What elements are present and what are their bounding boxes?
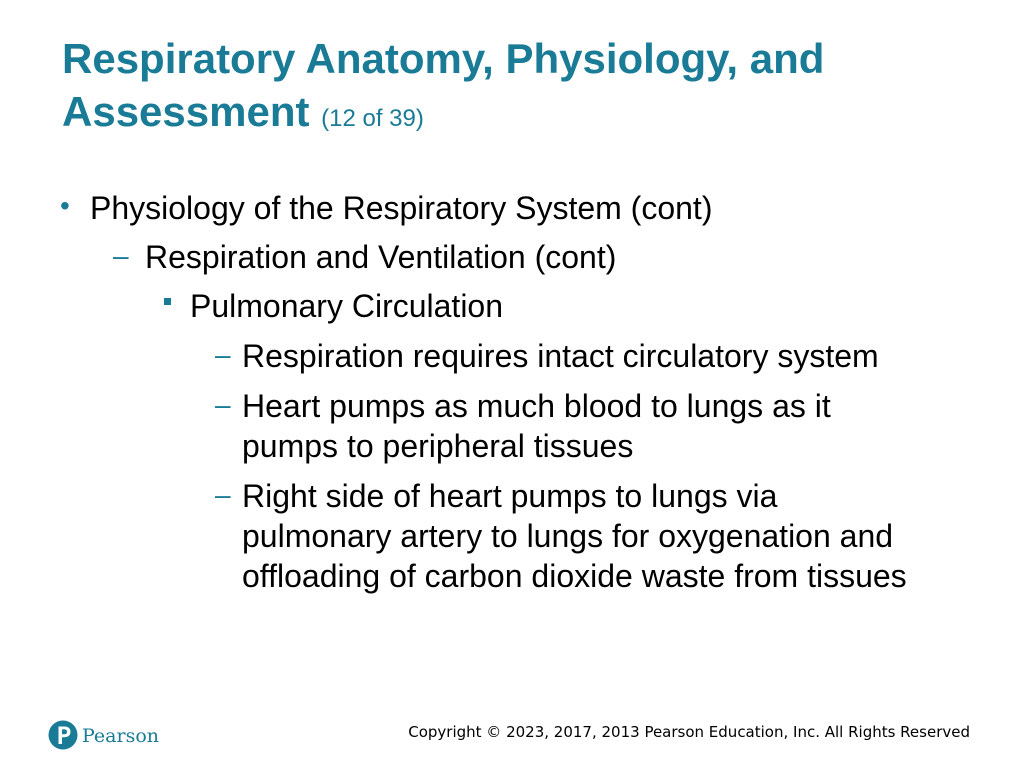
- bullet-item: [90, 188, 712, 228]
- bullet-text-line: Right side of heart pumps to lungs via: [242, 478, 778, 514]
- bullet-dash-icon: –: [215, 339, 231, 370]
- bullet-square-icon: [164, 298, 171, 305]
- bullet-item: [242, 476, 907, 596]
- bullet-text: Physiology of the Respiratory System (cont): [90, 190, 713, 226]
- bullet-dash-icon: –: [215, 389, 231, 420]
- pearson-logo: [48, 718, 168, 754]
- bullet-text-line: pulmonary artery to lungs for oxygenation and: [242, 518, 894, 554]
- bullet-text: Respiration requires intact circulatory system: [242, 338, 879, 374]
- bullet-item: [242, 336, 879, 376]
- bullet-text-line: pumps to peripheral tissues: [242, 428, 634, 464]
- bullet-text: Respiration and Ventilation (cont): [145, 239, 617, 275]
- bullet-item: [242, 386, 831, 466]
- bullet-text: Pulmonary Circulation: [190, 288, 504, 324]
- slide-counter: (12 of 39): [321, 105, 424, 132]
- bullet-item: [145, 237, 616, 277]
- bullet-dot-icon: •: [60, 190, 70, 221]
- bullet-text-line: offloading of carbon dioxide waste from tissues: [242, 558, 907, 594]
- bullet-dash-icon: –: [113, 240, 129, 271]
- copyright-notice: Copyright © 2023, 2017, 2013 Pearson Education, Inc. All Rights Reserved: [408, 723, 970, 741]
- bullet-dash-icon: –: [215, 479, 231, 510]
- slide-title-text: Respiratory Anatomy, Physiology, and Assessment: [62, 35, 825, 135]
- pearson-p-logo-icon: [48, 718, 78, 752]
- pearson-logo-text: Pearson: [82, 725, 160, 747]
- bullet-text-line: Heart pumps as much blood to lungs as it: [242, 388, 831, 424]
- bullet-item: [190, 286, 503, 326]
